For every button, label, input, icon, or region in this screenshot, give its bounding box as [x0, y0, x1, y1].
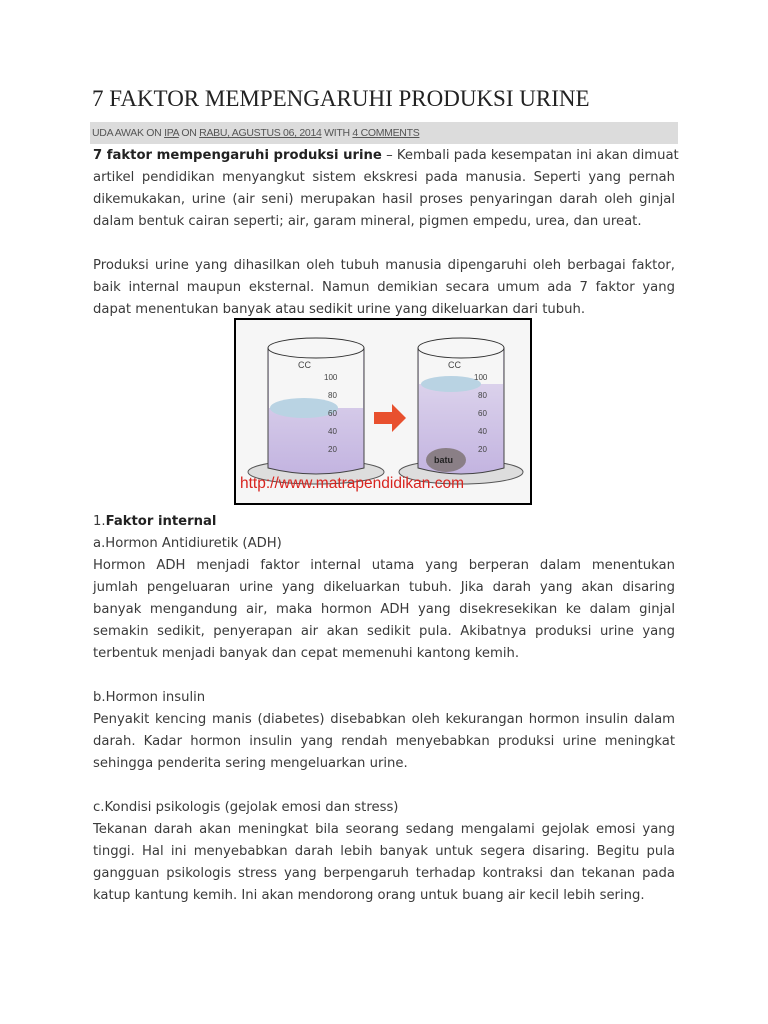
section-1-heading: [93, 511, 675, 533]
beaker-illustration: [236, 320, 530, 503]
meta-text: ON: [146, 127, 162, 139]
c-line: tinggi. Hal ini menyebabkan darah lebih banyak untuk segera disaring. Begitu pula: [93, 844, 675, 859]
page-title: 7 FAKTOR MEMPENGARUHI PRODUKSI URINE: [92, 86, 590, 111]
date-link[interactable]: RABU, AGUSTUS 06, 2014: [199, 127, 322, 139]
b-line: darah. Kadar hormon insulin yang rendah menyebabkan produksi urine meningkat: [93, 734, 675, 749]
tick-label: 100: [474, 373, 488, 382]
watermark: http://www.matrapendidikan.com: [240, 475, 464, 492]
intro-line: dikemukakan, urine (air seni) merupakan hasil proses penyaringan darah oleh ginjal: [93, 192, 675, 207]
meta-text: ON: [181, 127, 197, 139]
intro-line: artikel pendidikan menyangkut sistem ekskresi pada manusia. Seperti yang pernah: [93, 170, 675, 185]
intro-bold: 7 faktor mempengaruhi produksi urine: [93, 148, 382, 163]
tick-label: 80: [478, 391, 487, 400]
paragraph-2: [93, 255, 675, 321]
section-number: 1.: [93, 514, 106, 529]
tick-label: 60: [328, 409, 337, 418]
a-line: semakin sedikit, penyerapan air akan sedikit pula. Akibatnya produksi urine yang: [93, 624, 675, 639]
author: UDA AWAK: [92, 127, 144, 139]
intro-line: [93, 145, 679, 167]
subsection-a-heading: a.Hormon Antidiuretik (ADH): [93, 536, 282, 551]
beaker-figure: [234, 318, 532, 505]
intro-text: – Kembali pada kesempatan ini akan dimuat: [381, 148, 679, 163]
section-1: [93, 511, 675, 907]
p2-line: baik internal maupun eksternal. Namun demikian secara umum ada 7 faktor yang: [93, 280, 675, 295]
tick-label: 80: [328, 391, 337, 400]
c-line: katup kantung kemih. Ini akan mendorong orang untuk buang air kecil lebih sering.: [93, 888, 645, 903]
tick-label: 40: [328, 427, 337, 436]
tick-label: 20: [478, 445, 487, 454]
a-line: jumlah pengeluaran urine yang dikeluarkan tubuh. Jika darah yang akan disaring: [93, 580, 675, 595]
comments-link[interactable]: 4 COMMENTS: [352, 127, 420, 139]
intro-line: dalam bentuk cairan seperti; air, garam mineral, pigmen empedu, urea, dan ureat.: [93, 214, 642, 229]
c-line: gangguan psikologis stress yang berpengaruh terhadap kontraksi dan tekanan pada: [93, 866, 675, 881]
a-line: Hormon ADH menjadi faktor internal utama yang berperan dalam menentukan: [93, 558, 675, 573]
meta-text: WITH: [324, 127, 350, 139]
stone-label: batu: [434, 455, 453, 465]
a-line: banyak mengandung air, maka hormon ADH yang disekresekikan ke dalam ginjal: [93, 602, 675, 617]
post-meta: [90, 122, 678, 144]
a-line: terbentuk menjadi banyak dan cepat memenuhi kantong kemih.: [93, 646, 520, 661]
p2-line: dapat menentukan banyak atau sedikit urine yang dikeluarkan dari tubuh.: [93, 302, 586, 317]
intro-paragraph: [93, 145, 679, 233]
subsection-c-heading: c.Kondisi psikologis (gejolak emosi dan stress): [93, 800, 399, 815]
beaker-left: [248, 338, 384, 484]
section-title: Faktor internal: [105, 514, 217, 529]
subsection-b-heading: b.Hormon insulin: [93, 690, 206, 705]
b-line: Penyakit kencing manis (diabetes) disebabkan oleh kekurangan hormon insulin dalam: [93, 712, 675, 727]
p2-line: Produksi urine yang dihasilkan oleh tubuh manusia dipengaruhi oleh berbagai faktor,: [93, 258, 675, 273]
tick-label: 40: [478, 427, 487, 436]
c-line: Tekanan darah akan meningkat bila seorang sedang mengalami gejolak emosi yang: [93, 822, 675, 837]
unit-label-right: CC: [448, 360, 461, 370]
tick-label: 100: [324, 373, 338, 382]
beaker-right: [399, 338, 523, 484]
category-link[interactable]: IPA: [164, 127, 179, 139]
unit-label-left: CC: [298, 360, 311, 370]
tick-label: 60: [478, 409, 487, 418]
b-line: sehingga penderita sering mengeluarkan urine.: [93, 756, 408, 771]
tick-label: 20: [328, 445, 337, 454]
arrow-icon: [374, 404, 406, 432]
